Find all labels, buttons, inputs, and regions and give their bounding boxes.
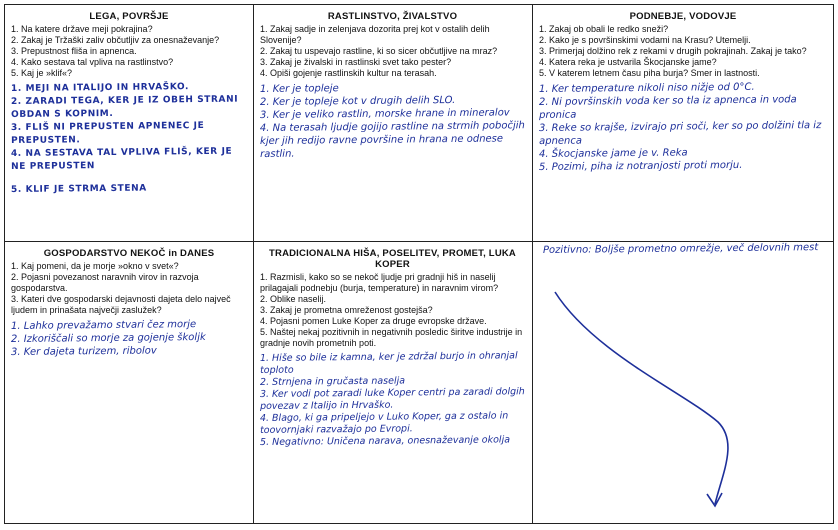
answer: 3. Reke so krajše, izvirajo pri soči, ker so po dolžini tla iz apnenca	[538, 120, 822, 147]
answer: 4. Na terasah ljudje gojijo rastline na strmih pobočjih kjer jih redijo ravne površine in hrana ne odnese rastlin.	[259, 120, 525, 160]
answer: 2. Strnjena in gručasta naselja	[259, 375, 406, 388]
question: 3. Zakaj je prometna omreženost gostejša?	[260, 305, 433, 315]
question-list	[254, 272, 531, 349]
question-list	[5, 24, 253, 79]
section-title: LEGA, POVRŠJE	[89, 11, 169, 22]
question: 2. Oblike naselij.	[260, 294, 327, 304]
question: 2. Zakaj je Tržaški zaliv občutljiv za onesnaževanje?	[11, 35, 220, 45]
question: 3. Primerjaj dolžino rek z rekami v drugih pokrajinah. Zakaj je tako?	[539, 46, 807, 56]
handwritten-answers	[5, 83, 253, 197]
answer: 4. Škocjanske jame je v. Reka	[538, 147, 688, 160]
answer: 1. Hiše so bile iz kamna, ker je zdržal burjo in ohranjal toploto	[259, 350, 518, 376]
arrow-line	[555, 292, 728, 504]
section-title: TRADICIONALNA HIŠA, POSELITEV, PROMET, LUKA KOPER	[269, 248, 516, 270]
question: 5. Naštej nekaj pozitivnih in negativnih posledic širitve industrije in gradnje novih prometnih poti.	[260, 327, 523, 348]
question: 3. Prepustnost fliša in apnenca.	[11, 46, 137, 56]
answer: 2. Ni površinskih voda ker so tla iz apnenca in voda pronica	[538, 94, 797, 121]
question: 1. Kaj pomeni, da je morje »okno v svet«?	[11, 261, 179, 271]
answer: 1. MEJI NA ITALIJO IN HRVAŠKO.	[10, 82, 190, 94]
section-lega-povrsje	[5, 5, 253, 241]
hand-drawn-arrow	[533, 242, 833, 523]
answer: 5. Pozimi, piha iz notranjosti proti morju.	[538, 159, 743, 173]
answer: 5. KLIF JE STRMA STENA	[10, 183, 147, 195]
question: 1. Razmisli, kako so se nekoč ljudje pri gradnji hiš in naselij prilagajali podnebju (burja, temperature) in naravnim virom?	[260, 272, 499, 293]
section-title: RASTLINSTVO, ŽIVALSTVO	[327, 11, 458, 22]
question-list	[5, 261, 253, 316]
answer: 4. NA SESTAVA TAL VPLIVA FLIŠ, KER JE NE PREPUSTEN	[10, 146, 233, 172]
question: 2. Kako je s površinskimi vodami na Krasu? Utemelji.	[539, 35, 751, 45]
question: 3. Kateri dve gospodarski dejavnosti dajeta delo največ ljudem in prinašata največji zaslužek?	[11, 294, 231, 315]
worksheet-grid	[4, 4, 834, 524]
answer: 4. Blago, ki ga pripeljejo v Luko Koper, ga z ostalo in toovornjaki razvažajo po Evropi.	[259, 410, 509, 436]
answer: 1. Ker je topleje	[259, 83, 339, 95]
handwritten-answers	[533, 83, 833, 174]
section-title: GOSPODARSTVO NEKOČ in DANES	[43, 248, 215, 259]
question: 5. Kaj je »klif«?	[11, 68, 73, 78]
handwritten-answers	[254, 83, 531, 161]
question: 5. V katerem letnem času piha burja? Smer in lastnosti.	[539, 68, 760, 78]
question-list	[533, 24, 833, 79]
handwritten-answers	[533, 244, 833, 257]
handwritten-answers	[5, 320, 253, 359]
answer: 3. Ker je veliko rastlin, morske hrane in mineralov	[259, 107, 510, 121]
question: 2. Pojasni povezanost naravnih virov in razvoja gospodarstva.	[11, 272, 199, 293]
answer: 5. Negativno: Uničena narava, onesnaževanje okolja	[259, 434, 511, 448]
section-title: PODNEBJE, VODOVJE	[629, 11, 737, 22]
answer: 2. Ker je topleje kot v drugih delih SLO.	[259, 94, 456, 108]
section-blank	[533, 242, 833, 523]
section-podnebje-vodovje	[533, 5, 833, 241]
question: 4. Pojasni pomen Luke Koper za druge evropske države.	[260, 316, 487, 326]
answer: 3. Ker vodi pot zaradi luke Koper centri pa zaradi dolgih povezav z Italijo in Hrvaško.	[259, 386, 525, 412]
arrow-head	[707, 493, 722, 506]
question: 4. Opiši gojenje rastlinskih kultur na terasah.	[260, 68, 437, 78]
section-gospodarstvo	[5, 242, 253, 523]
question: 1. Na katere države meji pokrajina?	[11, 24, 153, 34]
question-list	[254, 24, 531, 79]
answer: 3. FLIŠ NI PREPUSTEN APNENEC JE PREPUSTEN.	[10, 120, 205, 146]
answer: Pozitivno: Boljše prometno omrežje, več delovnih mest	[542, 242, 819, 256]
answer: 3. Ker dajeta turizem, ribolov	[10, 345, 157, 358]
question: 2. Zakaj tu uspevajo rastline, ki so sicer občutljive na mraz?	[260, 46, 498, 56]
answer: 2. ZARADI TEGA, KER JE IZ OBEH STRANI OBDAN S KOPNIM.	[10, 94, 239, 120]
question: 3. Zakaj je živalski in rastlinski svet tako pester?	[260, 57, 452, 67]
section-tradicionalna-hisa	[254, 242, 531, 523]
answer: 1. Ker temperature nikoli niso nižje od 0°C.	[538, 81, 755, 95]
answer: 1. Lahko prevažamo stvari čez morje	[10, 319, 197, 332]
handwritten-answers	[254, 350, 531, 449]
question: 4. Kako sestava tal vpliva na rastlinstvo?	[11, 57, 174, 67]
question: 1. Zakaj ob obali le redko sneži?	[539, 24, 669, 34]
question: 1. Zakaj sadje in zelenjava dozorita prej kot v ostalih delih Slovenije?	[260, 24, 490, 45]
answer: 2. Izkoriščali so morje za gojenje školjk	[10, 331, 206, 345]
question: 4. Katera reka je ustvarila Škocjanske jame?	[539, 57, 717, 67]
section-rastlinstvo-zivalstvo	[254, 5, 531, 241]
